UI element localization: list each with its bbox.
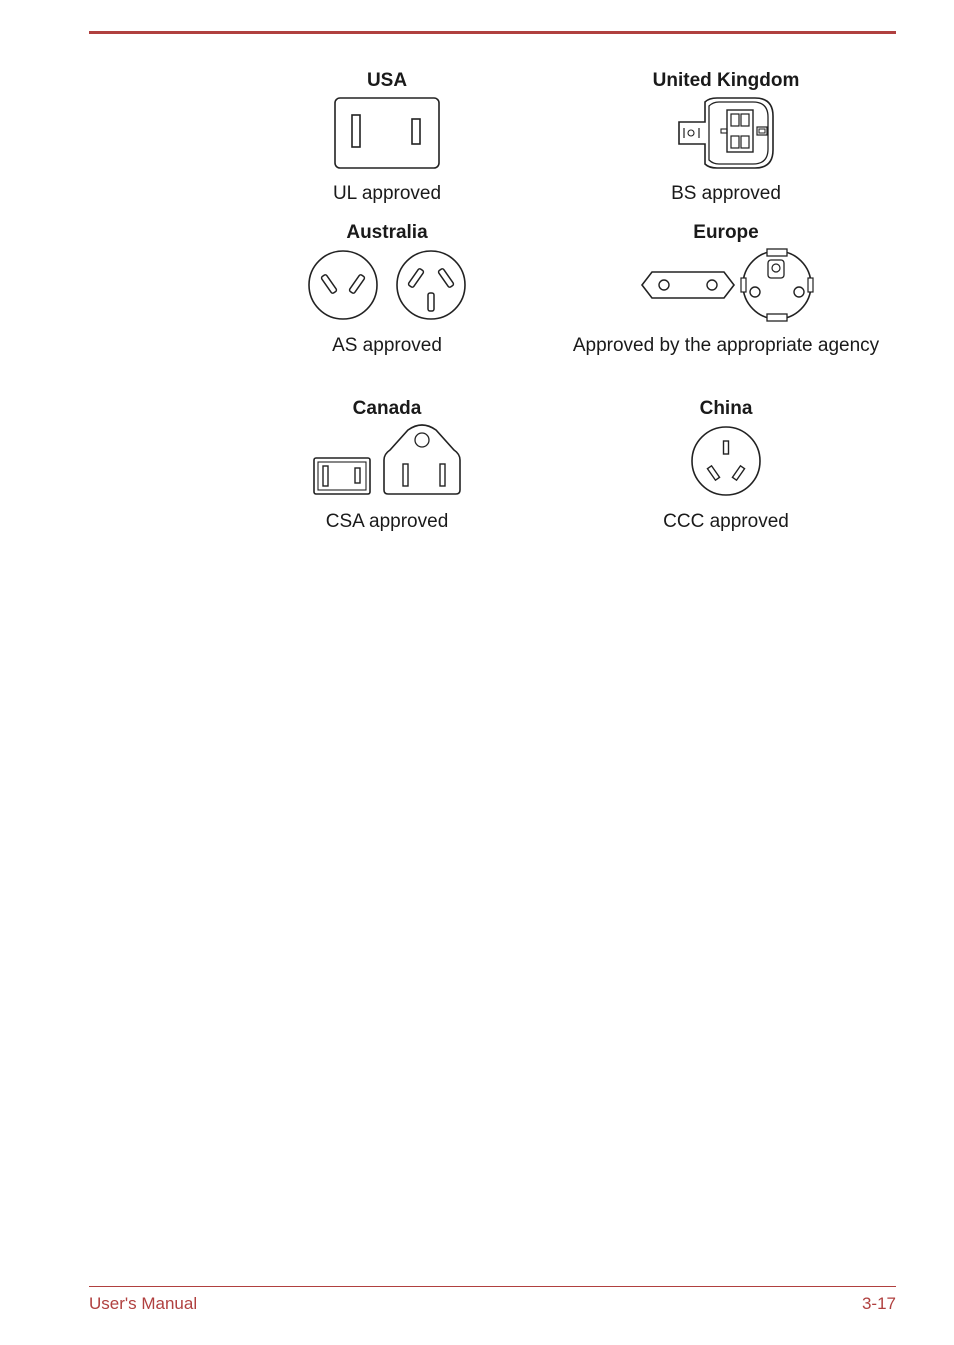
footer-page-number: 3-17	[861, 1294, 896, 1313]
approval-caption: CCC approved	[663, 511, 789, 532]
plug-cell-europe	[561, 222, 891, 358]
europe-plug-icon	[638, 248, 814, 322]
approval-caption: CSA approved	[325, 511, 449, 532]
top-rule	[89, 31, 896, 34]
plug-cell-australia	[222, 222, 552, 358]
china-plug-icon	[689, 424, 763, 498]
country-label: Canada	[352, 398, 422, 419]
country-label: China	[699, 398, 753, 419]
country-label: United Kingdom	[652, 70, 800, 91]
approval-caption: AS approved	[332, 335, 442, 356]
canada-plug-icon	[312, 424, 462, 498]
usa-plug-icon	[333, 96, 441, 170]
uk-plug-icon	[675, 96, 777, 170]
country-label: Europe	[693, 222, 759, 243]
plug-cell-uk	[561, 70, 891, 206]
approval-caption: UL approved	[332, 183, 442, 204]
plug-cell-china	[561, 398, 891, 534]
australia-plug-icon	[306, 248, 468, 322]
country-label: Australia	[346, 222, 428, 243]
bottom-rule	[89, 1286, 896, 1287]
country-label: USA	[366, 70, 408, 91]
approval-caption: Approved by the appropriate agency	[572, 335, 880, 356]
plug-cell-usa	[222, 70, 552, 206]
plug-cell-canada	[222, 398, 552, 534]
footer-manual-title: User's Manual	[89, 1294, 198, 1313]
approval-caption: BS approved	[671, 183, 781, 204]
